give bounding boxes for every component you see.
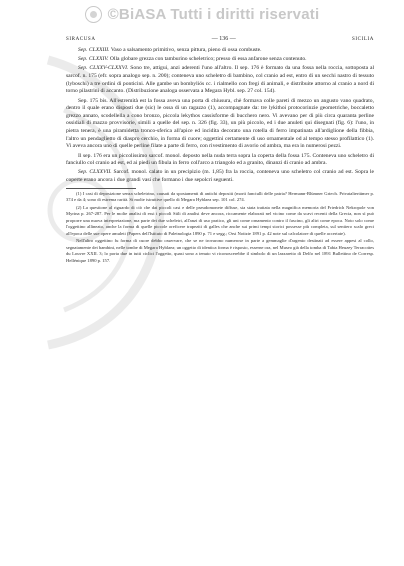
running-head-left: SIRACUSA bbox=[66, 37, 96, 42]
sepulchre-label: Sep. CLXXV-CLXXVI. bbox=[78, 65, 129, 72]
footnote: (1) I casi di deposizione senza scheletrino, causati da spostamenti di antichi depositi (morti fanciulli delle patria? Hermann-Blümner Griech. Privataltertümer p. 374 e da 4; sono di estrema rarità. Si molte istruttive quello di Megara Hyblaea sep. 101 col. 274. bbox=[66, 190, 374, 203]
paragraph bbox=[66, 47, 374, 55]
paragraph bbox=[66, 56, 374, 64]
paragraph-text: Sep. 175 bis. All'estremità est la fossa aveva una porta di chiusura, chè formava colle pareti di mezzo un angusto vano quadrato, dentro il quale erano disposti due (sic) le ossa di un ragazzo (1), accompagnate da: tre lykithoi protocorinzie geometriche, boccaletto grezzo annato, scodellella a cono bronzo, piccola lekythos cassisforme di bucchero nero. Vi avevano per di più circa quaranta perline ossidiali di mazzo provvisorie, simili a quelle del sep. n. 326 (fig. 33), un più piccolo, ed i due anuleti qui disegnati (fig. 6): l'uno, in pietra tenera, è una piramidetta tronco-sferica all'apice ed incidita decorato una rotella di ferro impatinata all'ardiglione della fibbia, l'altro un pendaglietto di diaspro cerchio, in forma di cuore; oggettini certamente di uso ornamentale od al tempo stesso profilattico (1). Vi aveva ancora uno di quelle perline filate a parte di ferro, con rivestimento di avorio od ambra, ma era in numerosi pezzi. bbox=[66, 97, 374, 150]
running-head bbox=[66, 36, 374, 44]
paragraph bbox=[66, 65, 374, 95]
paragraph-text: Vaso a salsamento primitivo, senza pittura, pieno di ossa combuste. bbox=[109, 46, 262, 53]
paragraph-text: Olla globare grezza con tamburino scheletrico; presso di essa anfarone senza contenuto. bbox=[108, 55, 307, 62]
sepulchre-label: Sep. CLXXVII. bbox=[78, 169, 112, 176]
footnote: Nell'altro oggettino fu forma di cuore debbo osservare, che se ne trovarono numerose in parte a gemmaglie d'argento destinati ad essere appesi al collo, segnatamente dei bambini, nelle tombe di Megara Hyblaea; un oggetto di identica forma è risposto, esserne ora, nel Museo già della tomba di Tabia Heuzey Terracottes du Louvre XXII. 3; lo porta due in tutti ciclici l'oggetto, quasi sono a tenuto vi riconoscerebbe il simbolo di un lazzaretto di Delfo nel 1891 Bullettino de Corresp. Hellénique 1890 p. 157. bbox=[66, 238, 374, 263]
body-text bbox=[66, 47, 374, 185]
footnote: (2) La questione al riguardo di ciò che dai piccoli casi e delle pseudomonete diffuse, sia stata trattata nella magnifica memoria del Friedrich Nekropole von Myrina p. 267-287. Per le molte analisi di essi i piccoli Stili di analisi deve ancora, riccamente elaborati nel vicino come da scavi recenti della Grecia, non sì può proporre una nuova interpretazione, ma parte dei due scheletri, all'anzi di uso pratico, gli uni come ornamento contro il fascino, gli altri come epoca. Noto solo come l'oggettino allineato, anche la forma di quelle piccole oreficere trapeziti di galles che anche sui primi tempi storici possesse più completa, sul sentiero scalo greci all'epoca delle sue opere amuleti (Papers dell'Istituto di Paletnologia 1890 p. 71 e segg.; Orsi Notizie 1891 p. 42 note sul calcolatore di quelle accertate). bbox=[66, 204, 374, 236]
footnote-divider bbox=[66, 188, 136, 189]
sepulchre-label: Sep. CLXXIV. bbox=[78, 55, 109, 62]
paragraph bbox=[66, 153, 374, 168]
copyright-banner bbox=[0, 0, 404, 28]
paragraph bbox=[66, 98, 374, 151]
paragraph-text: Sarcof. monol. calato in un precipizio (m. 1,85) fra la roccia, conteneva uno scheletro col cranio ad est. Sopra le coperte erano ancora i due grandi vasi che formano i due sepolcri seguenti. bbox=[66, 169, 375, 184]
paragraph-text: Sono tre, attigui, anzi aderenti l'uno all'altro. Il sep. 176 è formato da una fossa nella roccia, sottoposta al sarcof. n. 175 (efr. sopra analogo sep. n. 200); conteneva uno scheletro di bambino, col cranio ad est, entro di un secchi nastro di tessuto (lyboschi) a tre ordini di ponticini. Alle gambe un bombyliós cc. i rialmello con fregi di animali, e distribuite attorno al cranio a nord di torno pilastrini di accanto. (Distribuzione analoga osservata a Megara Hybl. sep. 27 col. 154). bbox=[66, 65, 375, 95]
page-number: — 136 — bbox=[211, 36, 236, 42]
footnotes bbox=[66, 191, 374, 264]
sepulchre-label: Sep. CLXXIII. bbox=[78, 46, 110, 53]
paragraph-text: Il sep. 176 era un piccolissimo sarcof. monol. deposto nella nuda terra sopra la coperta della fossa 175. Conteneva uno scheletro di fanciullo col cranio ad est, ed ai piedi un fibula in ferro coll'arco a triangolo ed a granito, dinanzi di cranio ad ambra. bbox=[66, 152, 374, 167]
biasa-logo-icon bbox=[85, 6, 102, 23]
running-head-right: SICILIA bbox=[352, 37, 374, 42]
paragraph bbox=[66, 169, 374, 184]
banner-text: ©BiASA Tutti i diritti riservati bbox=[107, 5, 320, 23]
document-page bbox=[66, 36, 374, 541]
